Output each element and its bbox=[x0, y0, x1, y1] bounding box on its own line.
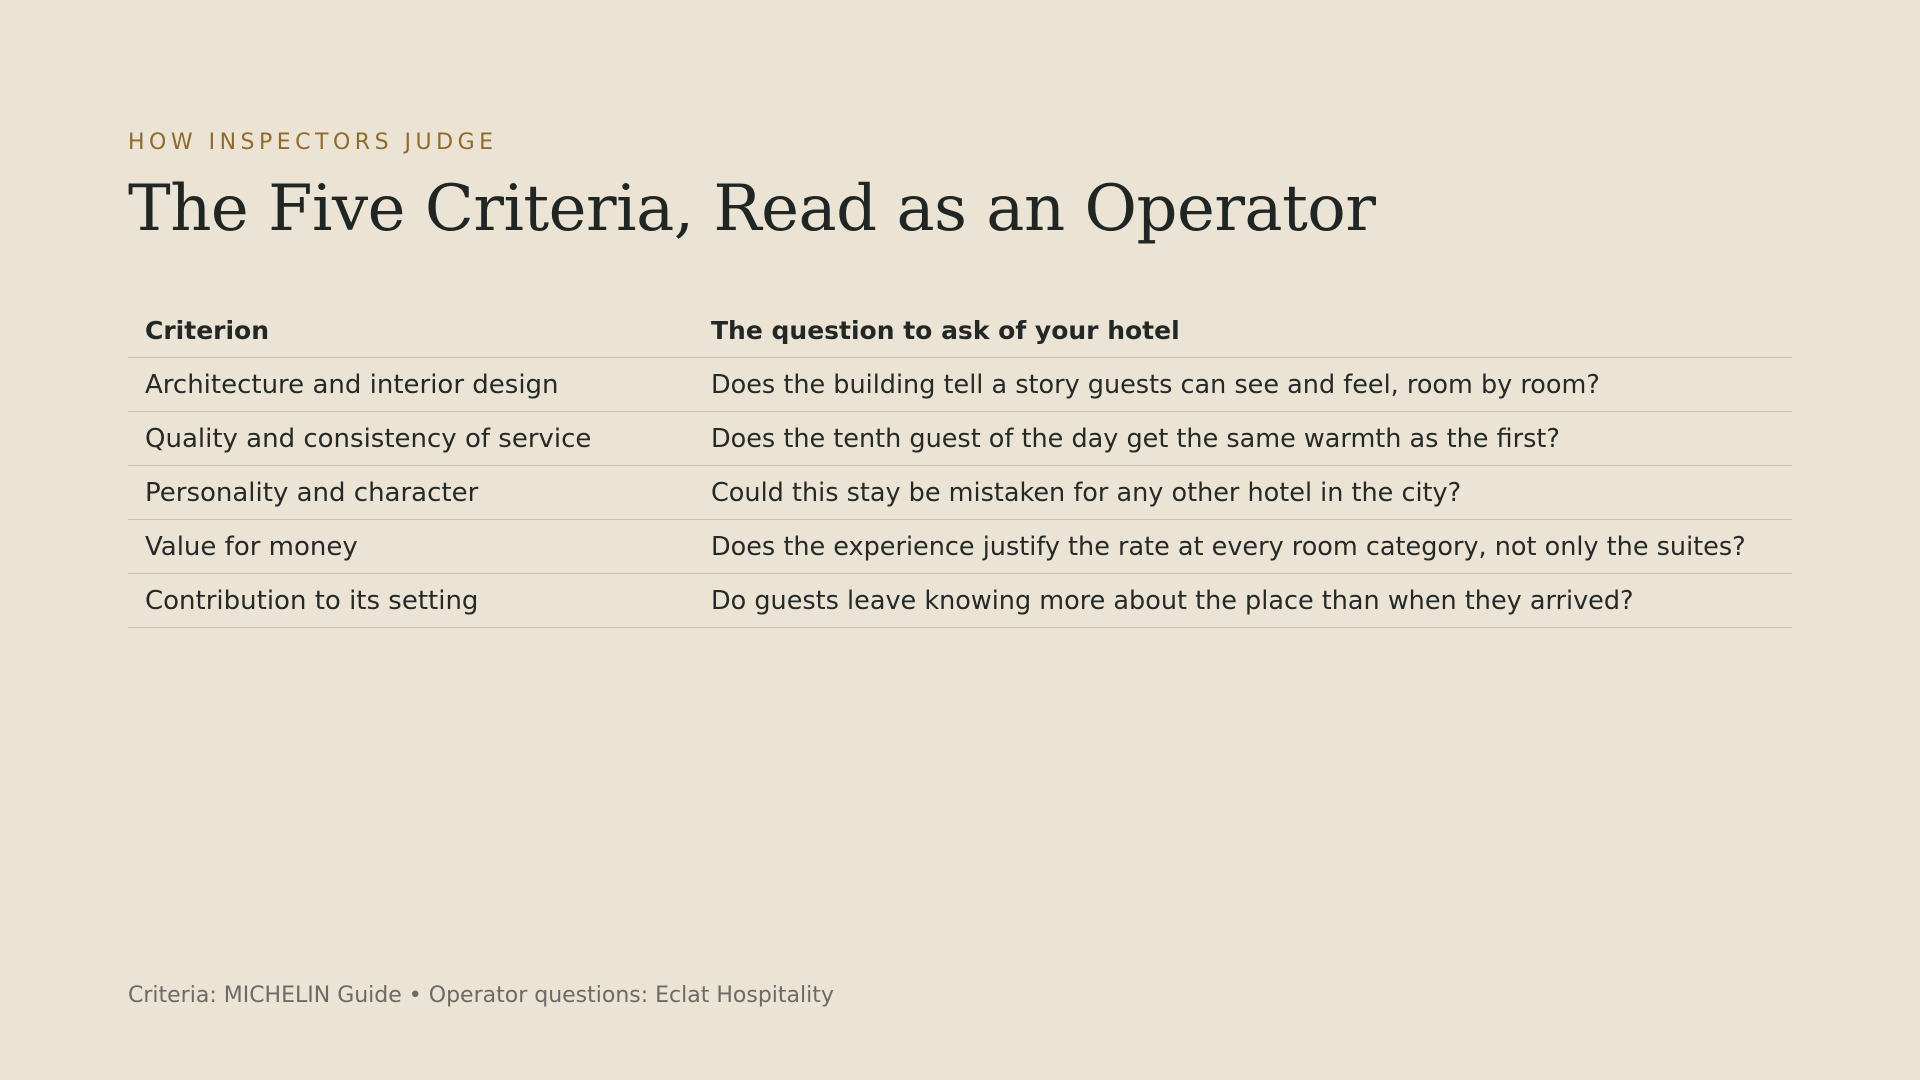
question-cell: Does the building tell a story guests can see and feel, room by room? bbox=[694, 358, 1792, 412]
page-title: The Five Criteria, Read as an Operator bbox=[128, 172, 1376, 246]
table-row bbox=[128, 520, 1792, 574]
slide bbox=[128, 0, 1792, 1080]
criteria-table bbox=[128, 304, 1792, 628]
question-cell: Could this stay be mistaken for any other hotel in the city? bbox=[694, 466, 1792, 520]
criterion-cell: Architecture and interior design bbox=[128, 358, 694, 412]
table-body bbox=[128, 358, 1792, 628]
table-row bbox=[128, 412, 1792, 466]
table-row bbox=[128, 466, 1792, 520]
eyebrow-label: HOW INSPECTORS JUDGE bbox=[128, 130, 498, 155]
table-row bbox=[128, 574, 1792, 628]
table-header bbox=[128, 304, 1792, 358]
column-header-criterion: Criterion bbox=[128, 304, 694, 358]
question-cell: Does the tenth guest of the day get the same warmth as the first? bbox=[694, 412, 1792, 466]
question-cell: Do guests leave knowing more about the place than when they arrived? bbox=[694, 574, 1792, 628]
source-footnote: Criteria: MICHELIN Guide • Operator questions: Eclat Hospitality bbox=[128, 983, 834, 1008]
criterion-cell: Quality and consistency of service bbox=[128, 412, 694, 466]
table-row bbox=[128, 358, 1792, 412]
table-header-row bbox=[128, 304, 1792, 358]
column-header-question: The question to ask of your hotel bbox=[694, 304, 1792, 358]
criterion-cell: Personality and character bbox=[128, 466, 694, 520]
question-cell: Does the experience justify the rate at every room category, not only the suites? bbox=[694, 520, 1792, 574]
criterion-cell: Value for money bbox=[128, 520, 694, 574]
criterion-cell: Contribution to its setting bbox=[128, 574, 694, 628]
